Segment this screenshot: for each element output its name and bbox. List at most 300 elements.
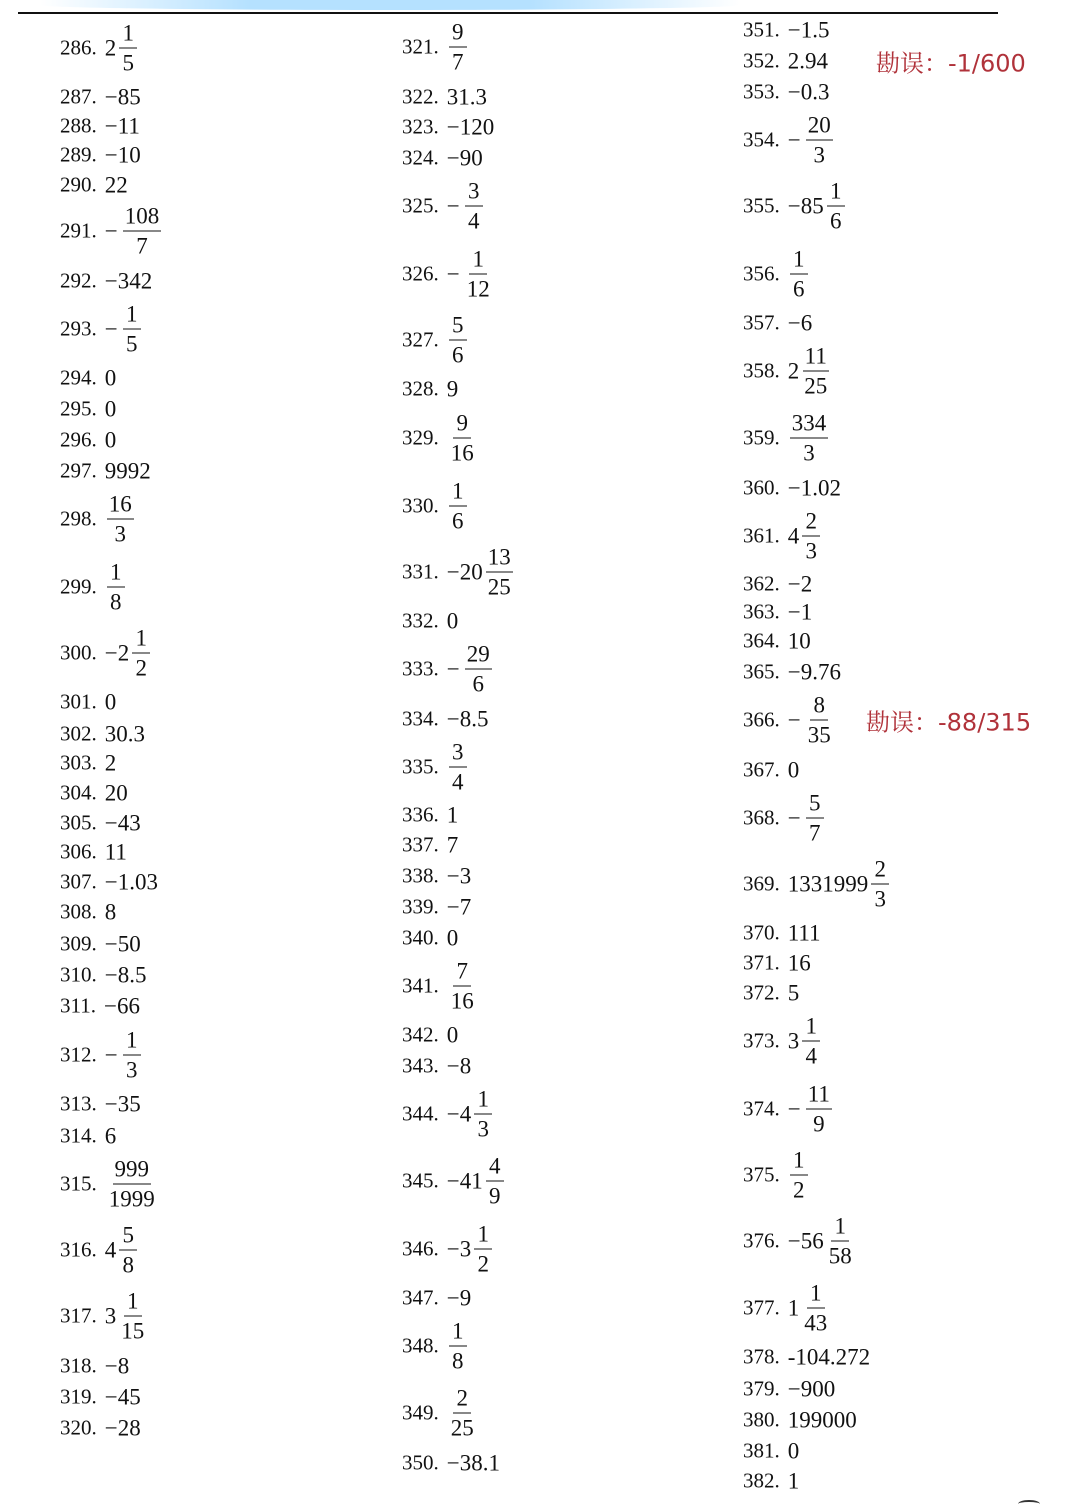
answer-whole-part: 1	[787, 1295, 800, 1321]
answer-text: 16	[787, 950, 811, 976]
answer-sign: −	[446, 193, 460, 219]
answer-value	[105, 871, 158, 894]
fraction-denominator: 5	[122, 50, 134, 76]
answer-item	[743, 1378, 835, 1401]
answer-fraction	[806, 1083, 832, 1136]
answer-sign: −	[787, 1096, 801, 1122]
question-number: 311.	[60, 993, 96, 1018]
question-number: 380.	[743, 1407, 780, 1432]
answer-item	[743, 510, 822, 563]
answer-item	[743, 19, 829, 42]
answer-item	[743, 345, 831, 398]
answer-item	[743, 50, 828, 73]
answer-fraction	[107, 1158, 157, 1211]
question-number: 323.	[402, 114, 439, 139]
answer-item	[402, 741, 469, 794]
answer-text: −66	[103, 993, 140, 1019]
answer-item	[402, 86, 487, 109]
fraction-numerator: 5	[449, 314, 467, 341]
answer-text: 20	[104, 780, 128, 806]
answer-whole-part: −2	[104, 640, 130, 666]
answer-text: 9	[446, 376, 459, 402]
question-number: 293.	[60, 316, 97, 341]
answer-item	[743, 1409, 857, 1432]
answer-item	[60, 812, 141, 835]
answer-whole-part: 4	[104, 1237, 117, 1263]
answer-item	[60, 871, 158, 894]
fraction-denominator: 3	[805, 538, 817, 564]
answer-value	[788, 50, 828, 73]
fraction-denominator: 1999	[108, 1186, 155, 1212]
answer-item	[60, 115, 140, 138]
question-number: 315.	[60, 1171, 97, 1196]
answer-value	[447, 960, 478, 1013]
answer-value	[105, 270, 152, 293]
fraction-numerator: 9	[449, 21, 467, 48]
answer-item	[60, 691, 116, 714]
answer-sign: −	[104, 218, 118, 244]
answer-column-2	[402, 0, 742, 1508]
answer-fraction	[123, 1029, 141, 1082]
answer-value	[105, 493, 136, 546]
question-number: 309.	[60, 931, 97, 956]
answer-item	[743, 1346, 870, 1369]
corner-mark	[1018, 1500, 1040, 1508]
answer-value	[447, 1387, 478, 1440]
fraction-denominator: 16	[450, 440, 474, 466]
answer-value	[788, 412, 831, 465]
question-number: 322.	[402, 84, 439, 109]
answer-item	[743, 1083, 834, 1136]
fraction-numerator: 1	[449, 480, 467, 507]
question-number: 337.	[402, 832, 439, 857]
answer-text: 7	[446, 832, 459, 858]
answer-value	[447, 1287, 471, 1310]
question-number: 301.	[60, 689, 97, 714]
fraction-denominator: 2	[793, 1177, 805, 1203]
answer-value	[788, 1346, 870, 1369]
errata-note: 勘误：-88/315	[866, 708, 1032, 737]
question-number: 345.	[402, 1168, 439, 1193]
answer-value	[105, 1386, 141, 1409]
answer-value	[105, 841, 127, 864]
answer-item	[743, 661, 841, 684]
answer-text: −120	[446, 114, 495, 140]
fraction-numerator: 20	[806, 114, 833, 141]
question-number: 368.	[743, 805, 780, 830]
answer-item	[743, 792, 826, 845]
answer-text: 1	[787, 1468, 800, 1494]
question-number: 354.	[743, 127, 780, 152]
question-number: 344.	[402, 1101, 439, 1126]
fraction-denominator: 7	[136, 233, 148, 259]
answer-value	[105, 752, 117, 775]
answer-fraction	[806, 792, 824, 845]
answer-value	[788, 1215, 856, 1268]
answer-text: 199000	[787, 1407, 857, 1433]
answer-item	[743, 1015, 822, 1068]
answer-item	[743, 1215, 856, 1268]
answer-fraction	[119, 1290, 146, 1343]
question-number: 297.	[60, 458, 97, 483]
fraction-numerator: 3	[465, 180, 483, 207]
question-number: 298.	[60, 506, 97, 531]
fraction-numerator: 2	[453, 1387, 471, 1414]
question-number: 286.	[60, 35, 97, 60]
answer-item	[402, 834, 458, 857]
answer-value	[447, 643, 494, 696]
answer-value	[788, 922, 821, 945]
question-number: 363.	[743, 599, 780, 624]
question-number: 347.	[402, 1285, 439, 1310]
answer-item	[402, 180, 485, 233]
question-number: 304.	[60, 780, 97, 805]
answer-text: 0	[446, 1022, 459, 1048]
answer-text: 0	[104, 689, 117, 715]
answer-value	[105, 174, 128, 197]
answer-value	[105, 144, 141, 167]
errata-note: 勘误：-1/600	[876, 49, 1026, 78]
fraction-numerator: 5	[806, 792, 824, 819]
question-number: 307.	[60, 869, 97, 894]
answer-item	[60, 627, 152, 680]
answer-item	[60, 995, 140, 1018]
answer-item	[402, 804, 458, 827]
answer-item	[402, 610, 458, 633]
fraction-denominator: 25	[804, 373, 828, 399]
answer-text: −28	[104, 1415, 141, 1441]
answer-text: 30.3	[104, 721, 145, 747]
question-number: 338.	[402, 863, 439, 888]
answer-text: 0	[104, 396, 117, 422]
question-number: 356.	[743, 261, 780, 286]
question-number: 328.	[402, 376, 439, 401]
fraction-denominator: 4	[467, 208, 480, 234]
answer-value	[105, 205, 163, 258]
answer-value	[788, 510, 823, 563]
fraction-numerator: 2	[802, 510, 820, 537]
answer-whole-part: −20	[446, 559, 483, 585]
question-number: 374.	[743, 1096, 780, 1121]
answer-item	[402, 1287, 471, 1310]
answer-item	[402, 1387, 478, 1440]
answer-value	[105, 812, 141, 835]
answer-value	[105, 1355, 129, 1378]
answer-fraction	[827, 1215, 854, 1268]
answer-text: −9.76	[787, 659, 841, 685]
answer-value	[447, 180, 485, 233]
answer-value	[788, 1470, 800, 1493]
answer-text: −2	[787, 571, 813, 597]
answer-value	[105, 723, 145, 746]
fraction-numerator: 8	[810, 694, 828, 721]
answer-item	[402, 116, 494, 139]
answer-column-3	[743, 0, 1080, 1508]
fraction-numerator: 11	[806, 1083, 832, 1110]
answer-item	[60, 303, 143, 356]
answer-item	[60, 398, 116, 421]
fraction-denominator: 25	[487, 574, 511, 600]
answer-value	[447, 378, 459, 401]
fraction-numerator: 1	[827, 180, 845, 207]
question-number: 312.	[60, 1042, 97, 1067]
answer-item	[743, 630, 811, 653]
answer-item	[60, 270, 152, 293]
answer-fraction	[449, 741, 467, 794]
answer-fraction	[465, 643, 492, 696]
question-number: 349.	[402, 1400, 439, 1425]
answer-item	[402, 1452, 500, 1475]
answer-value	[105, 691, 117, 714]
answer-item	[60, 1355, 129, 1378]
fraction-numerator: 1	[831, 1215, 849, 1242]
answer-item	[60, 964, 146, 987]
question-number: 288.	[60, 113, 97, 138]
fraction-denominator: 25	[450, 1415, 474, 1441]
question-number: 292.	[60, 268, 97, 293]
answer-value	[788, 952, 811, 975]
answer-value	[105, 460, 151, 483]
fraction-numerator: 1	[124, 1290, 142, 1317]
answer-value	[447, 21, 469, 74]
answer-value	[788, 477, 841, 500]
answer-whole-part: 2	[104, 35, 117, 61]
fraction-numerator: 7	[453, 960, 471, 987]
question-number: 299.	[60, 574, 97, 599]
answer-sign: −	[787, 127, 801, 153]
answer-fraction	[132, 627, 150, 680]
answer-item	[60, 1125, 116, 1148]
answer-text: 0	[104, 427, 117, 453]
fraction-denominator: 6	[452, 342, 464, 368]
answer-item	[60, 1029, 143, 1082]
answer-text: 10	[787, 628, 811, 654]
answer-value	[447, 546, 515, 599]
answer-text: −35	[104, 1091, 141, 1117]
answer-item	[60, 1093, 141, 1116]
answer-fraction	[474, 1223, 492, 1276]
question-number: 341.	[402, 973, 439, 998]
answer-item	[402, 1024, 458, 1047]
answer-item	[402, 643, 494, 696]
answer-item	[402, 927, 458, 950]
question-number: 303.	[60, 750, 97, 775]
fraction-denominator: 3	[803, 440, 815, 466]
fraction-denominator: 3	[125, 1057, 138, 1083]
question-number: 350.	[402, 1450, 439, 1475]
fraction-denominator: 3	[813, 142, 825, 168]
fraction-numerator: 3	[449, 741, 467, 768]
question-number: 331.	[402, 559, 439, 584]
answer-text: -104.272	[787, 1344, 871, 1370]
answer-item	[402, 708, 488, 731]
fraction-denominator: 58	[828, 1243, 852, 1269]
question-number: 308.	[60, 899, 97, 924]
answer-fraction	[119, 1224, 137, 1277]
answer-fraction	[806, 694, 833, 747]
answer-item	[402, 412, 478, 465]
fraction-denominator: 9	[813, 1111, 825, 1137]
answer-value	[105, 933, 141, 956]
fraction-denominator: 15	[121, 1318, 145, 1344]
answer-text: −0.3	[787, 79, 830, 105]
answer-value	[105, 429, 117, 452]
answer-text: −8.5	[104, 962, 147, 988]
question-number: 348.	[402, 1333, 439, 1358]
answer-text: −1.03	[104, 869, 158, 895]
answer-whole-part: −4	[446, 1101, 472, 1127]
answer-item	[60, 493, 136, 546]
question-number: 352.	[743, 48, 780, 73]
answer-fraction	[474, 1088, 492, 1141]
question-number: 362.	[743, 571, 780, 596]
answer-item	[743, 1470, 799, 1493]
answer-value	[788, 1015, 823, 1068]
answer-item	[402, 896, 471, 919]
answer-value	[788, 858, 892, 911]
question-number: 358.	[743, 358, 780, 383]
question-number: 378.	[743, 1344, 780, 1369]
fraction-numerator: 1	[802, 1015, 820, 1042]
answer-value	[105, 1093, 141, 1116]
question-number: 372.	[743, 980, 780, 1005]
answer-item	[402, 314, 469, 367]
answer-fraction	[486, 546, 513, 599]
question-number: 360.	[743, 475, 780, 500]
answer-value	[447, 741, 469, 794]
answer-value	[105, 398, 117, 421]
answer-item	[402, 378, 458, 401]
fraction-denominator: 6	[793, 276, 805, 302]
fraction-numerator: 1	[123, 303, 141, 330]
fraction-denominator: 43	[804, 1310, 828, 1336]
answer-value	[788, 1440, 800, 1463]
question-number: 357.	[743, 310, 780, 335]
fraction-numerator: 5	[119, 1224, 137, 1251]
answer-whole-part: −3	[446, 1236, 472, 1262]
answer-value	[788, 345, 832, 398]
question-number: 379.	[743, 1376, 780, 1401]
question-number: 325.	[402, 193, 439, 218]
answer-value	[447, 1024, 459, 1047]
answer-whole-part: 2	[787, 358, 800, 384]
question-number: 300.	[60, 640, 97, 665]
answer-fraction	[827, 180, 845, 233]
answer-item	[60, 22, 139, 75]
answer-item	[743, 982, 799, 1005]
answer-value	[788, 19, 830, 42]
answer-fraction	[107, 493, 134, 546]
answer-item	[743, 312, 812, 335]
answer-fraction	[802, 510, 820, 563]
answer-item	[60, 782, 128, 805]
fraction-numerator: 16	[107, 493, 134, 520]
answer-fraction	[119, 22, 137, 75]
answer-value	[788, 630, 811, 653]
question-number: 329.	[402, 425, 439, 450]
answer-whole-part: 4	[787, 523, 800, 549]
answer-fraction	[802, 345, 829, 398]
answer-text: −1.02	[787, 475, 841, 501]
answer-whole-part: −85	[787, 193, 824, 219]
answer-item	[402, 960, 478, 1013]
fraction-numerator: 1	[123, 1029, 141, 1056]
answer-text: −38.1	[446, 1450, 500, 1476]
question-number: 336.	[402, 802, 439, 827]
answer-text: 9992	[104, 458, 151, 484]
question-number: 326.	[402, 261, 439, 286]
question-number: 346.	[402, 1236, 439, 1261]
question-number: 381.	[743, 1438, 780, 1463]
answer-value	[447, 480, 469, 533]
answer-fraction	[449, 1387, 476, 1440]
fraction-numerator: 1	[469, 248, 487, 275]
answer-item	[743, 694, 835, 747]
answer-value	[105, 1158, 159, 1211]
answer-item	[743, 1282, 831, 1335]
answer-value	[447, 1452, 500, 1475]
answer-item	[60, 933, 141, 956]
answer-item	[60, 174, 128, 197]
question-number: 340.	[402, 925, 439, 950]
answer-text: −8	[104, 1353, 130, 1379]
answer-text: −900	[787, 1376, 836, 1402]
answer-fraction	[107, 561, 125, 614]
answer-value	[447, 248, 494, 301]
question-number: 335.	[402, 754, 439, 779]
answer-fraction	[871, 858, 889, 911]
answer-value	[447, 1055, 471, 1078]
answer-text: 2	[104, 750, 117, 776]
question-number: 371.	[743, 950, 780, 975]
question-number: 289.	[60, 142, 97, 167]
fraction-numerator: 334	[790, 412, 829, 439]
question-number: 318.	[60, 1353, 97, 1378]
answer-item	[60, 841, 127, 864]
question-number: 317.	[60, 1303, 97, 1328]
answer-value	[447, 1320, 469, 1373]
answer-value	[788, 982, 800, 1005]
fraction-numerator: 2	[871, 858, 889, 885]
question-number: 327.	[402, 327, 439, 352]
answer-value	[447, 804, 459, 827]
answer-fraction	[486, 1155, 504, 1208]
answer-item	[743, 952, 811, 975]
answer-value	[788, 180, 847, 233]
fraction-denominator: 8	[452, 1348, 464, 1374]
answer-value	[788, 81, 830, 104]
fraction-denominator: 6	[829, 208, 842, 234]
answer-text: 31.3	[446, 84, 487, 110]
fraction-denominator: 7	[452, 49, 464, 75]
answer-fraction	[802, 1015, 820, 1068]
question-number: 361.	[743, 523, 780, 548]
answer-fraction	[802, 1282, 829, 1335]
question-number: 351.	[743, 17, 780, 42]
answer-item	[743, 922, 821, 945]
answer-item	[60, 1386, 141, 1409]
answer-value	[447, 927, 459, 950]
question-number: 376.	[743, 1228, 780, 1253]
question-number: 359.	[743, 425, 780, 450]
fraction-numerator: 1	[807, 1282, 825, 1309]
question-number: 365.	[743, 659, 780, 684]
answer-item	[743, 573, 812, 596]
answer-value	[105, 627, 152, 680]
question-number: 333.	[402, 656, 439, 681]
answer-fraction	[449, 412, 476, 465]
answer-value	[788, 1149, 810, 1202]
